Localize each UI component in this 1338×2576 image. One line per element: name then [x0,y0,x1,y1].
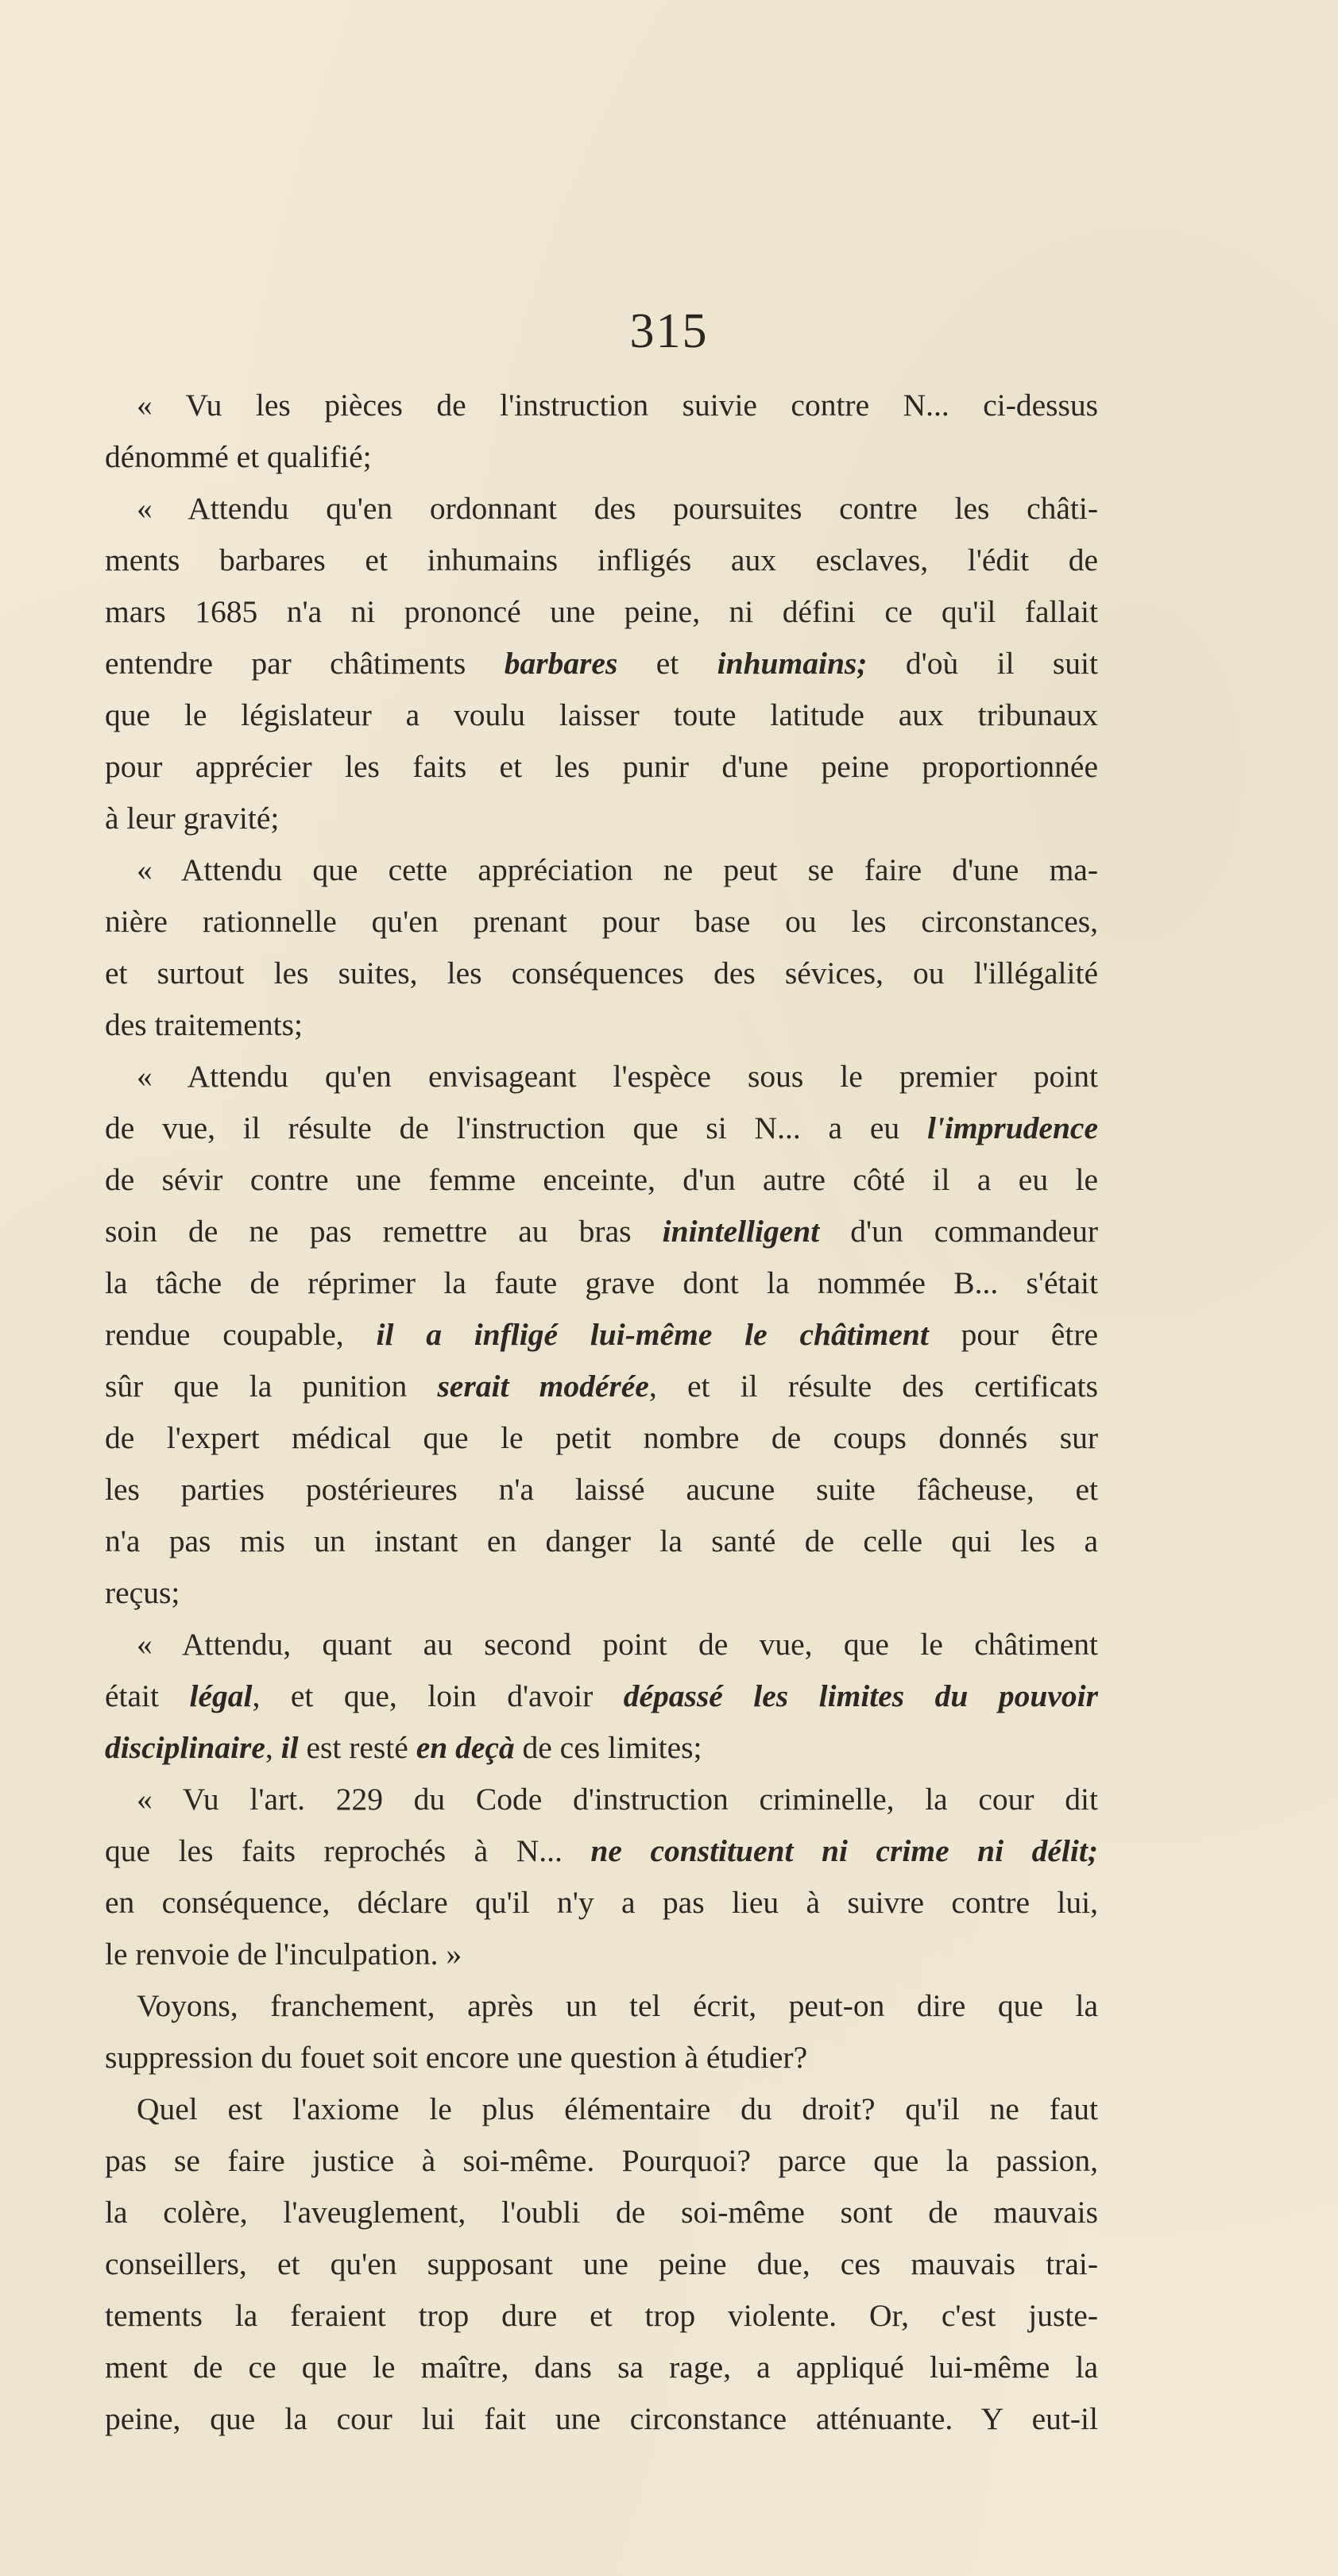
text-line: sûr que la punition serait modérée, et il résulte des certificats [105,1369,1098,1404]
text-line: à leur gravité; [105,801,280,836]
text-line: « Attendu, quant au second point de vue, que le châtiment [137,1627,1098,1662]
text-line: ments barbares et inhumains infligés aux esclaves, l'édit de [105,543,1098,577]
text-line: de l'expert médical que le petit nombre de coups donnés sur [105,1420,1098,1455]
text-line: peine, que la cour lui fait une circonstance atténuante. Y eut-il [105,2401,1098,2436]
text-line: disciplinaire, il est resté en deçà de ces limites; [105,1730,702,1765]
text-line: la tâche de réprimer la faute grave dont la nommée B... s'était [105,1265,1098,1300]
text-line: en conséquence, déclare qu'il n'y a pas lieu à suivre contre lui, [105,1885,1098,1920]
text-line: « Vu les pièces de l'instruction suivie contre N... ci-dessus [137,388,1098,423]
text-line: mars 1685 n'a ni prononcé une peine, ni défini ce qu'il fallait [105,594,1098,629]
text-line: dénommé et qualifié; [105,439,372,474]
body-text [105,380,1098,2445]
text-line: conseillers, et qu'en supposant une peine due, ces mauvais trai- [105,2246,1098,2281]
text-line: pour apprécier les faits et les punir d'une peine proportionnée [105,749,1098,784]
text-line: « Attendu qu'en envisageant l'espèce sous le premier point [137,1059,1098,1094]
text-line: Quel est l'axiome le plus élémentaire du droit? qu'il ne faut [137,2091,1098,2126]
text-line: « Vu l'art. 229 du Code d'instruction criminelle, la cour dit [137,1782,1098,1817]
text-line: « Attendu que cette appréciation ne peut se faire d'une ma- [137,852,1098,887]
text-line: la colère, l'aveuglement, l'oubli de soi-même sont de mauvais [105,2195,1098,2230]
text-line: « Attendu qu'en ordonnant des poursuites contre les châti- [137,491,1098,526]
text-line: des traitements; [105,1007,303,1042]
text-line: soin de ne pas remettre au bras inintelligent d'un commandeur [105,1214,1098,1249]
text-line: tements la feraient trop dure et trop violente. Or, c'est juste- [105,2298,1098,2333]
text-line: et surtout les suites, les conséquences des sévices, ou l'illégalité [105,956,1098,991]
text-line: était légal, et que, loin d'avoir dépassé les limites du pouvoir [105,1678,1098,1713]
text-line: entendre par châtiments barbares et inhumains; d'où il suit [105,646,1098,681]
text-line: de vue, il résulte de l'instruction que si N... a eu l'imprudence [105,1110,1098,1145]
text-line: ment de ce que le maître, dans sa rage, a appliqué lui-même la [105,2350,1098,2385]
text-line: que le législateur a voulu laisser toute latitude aux tribunaux [105,697,1098,732]
text-line: le renvoie de l'inculpation. » [105,1937,462,1972]
text-line: suppression du fouet soit encore une question à étudier? [105,2040,808,2075]
text-line: reçus; [105,1575,180,1610]
text-line: n'a pas mis un instant en danger la santé de celle qui les a [105,1524,1098,1558]
page-number: 315 [629,304,709,358]
text-line: pas se faire justice à soi-même. Pourquoi? parce que la passion, [105,2143,1098,2178]
text-line: de sévir contre une femme enceinte, d'un autre côté il a eu le [105,1162,1098,1197]
text-line: les parties postérieures n'a laissé aucune suite fâcheuse, et [105,1472,1098,1507]
text-line: rendue coupable, il a infligé lui-même le châtiment pour être [105,1317,1099,1352]
text-line: que les faits reprochés à N... ne constituent ni crime ni délit; [105,1833,1098,1868]
text-line: Voyons, franchement, après un tel écrit, peut-on dire que la [137,1988,1098,2023]
text-line: nière rationnelle qu'en prenant pour base ou les circonstances, [105,904,1098,939]
